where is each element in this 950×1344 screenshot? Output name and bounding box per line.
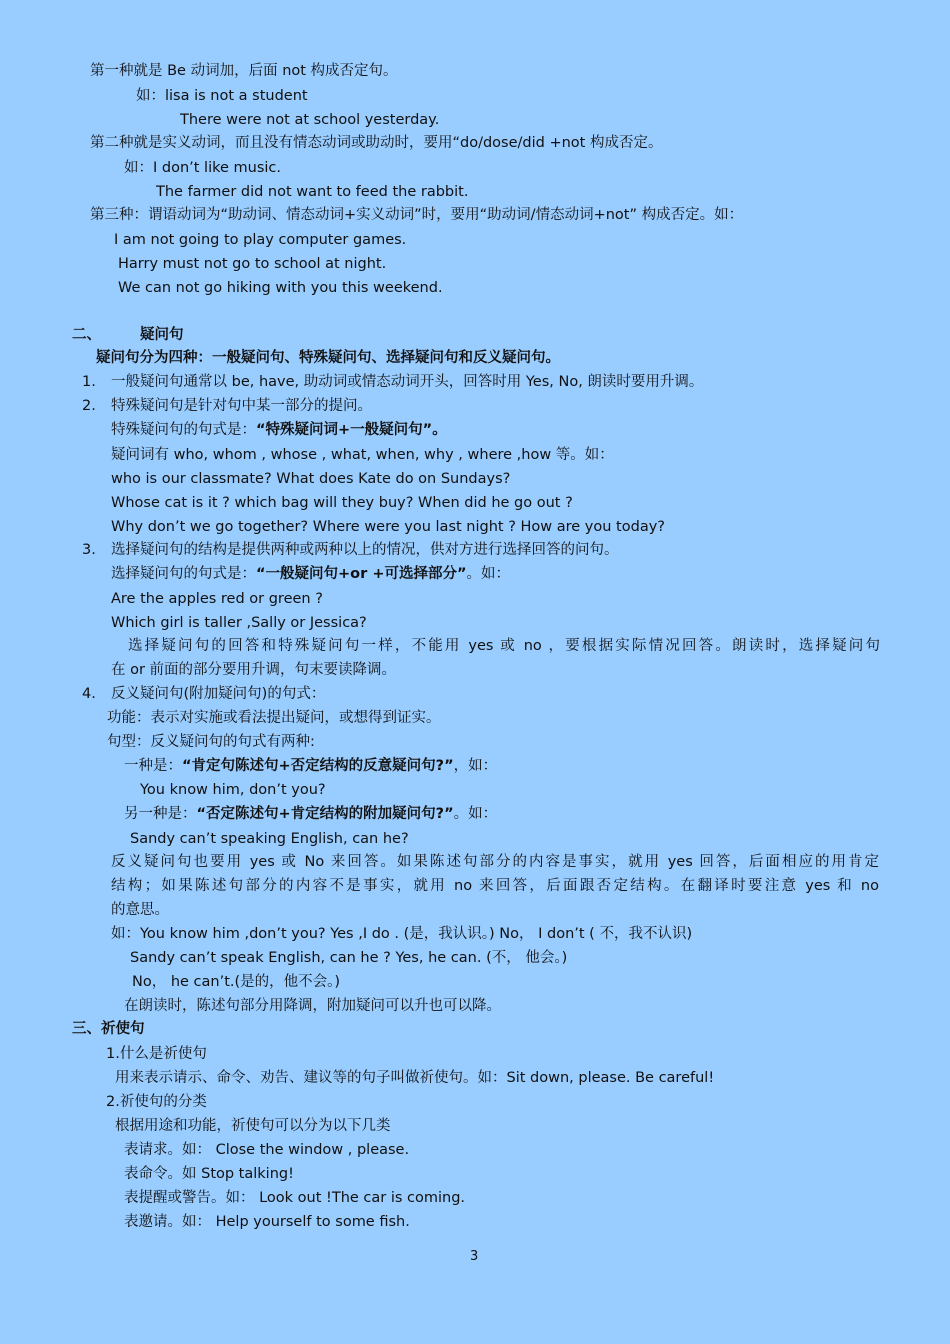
list-number: 4. xyxy=(82,686,96,702)
page-number: 3 xyxy=(470,1249,479,1264)
list-item: 反义疑问句(附加疑问句)的句式： xyxy=(111,686,326,702)
category-line: 表提醒或警告。如： Look out !The car is coming. xyxy=(124,1190,466,1206)
formula-line: 选择疑问句的句式是：“一般疑问句+or +可选择部分”。如： xyxy=(111,566,511,582)
section-2-intro: 疑问句分为四种：一般疑问句、特殊疑问句、选择疑问句和反义疑问句。 xyxy=(96,350,560,366)
example-line: I am not going to play computer games. xyxy=(114,232,407,248)
list-item: 特殊疑问句是针对句中某一部分的提问。 xyxy=(111,398,372,414)
example-line: who is our classmate? What does Kate do on Sundays? xyxy=(111,471,511,487)
text-line: 选择疑问句的回答和特殊疑问句一样，不能用 yes 或 no ，要根据实际情况回答。朗读时，选择疑问句 xyxy=(128,638,880,654)
sub-heading: 1.什么是祈使句 xyxy=(106,1046,207,1062)
category-line: 表邀请。如： Help yourself to some fish. xyxy=(124,1214,410,1230)
category-line: 表请求。如： Close the window , please. xyxy=(124,1142,410,1158)
list-number: 2. xyxy=(82,398,96,414)
text-line: 疑问词有 who, whom , whose , what, when, why , where ,how 等。如： xyxy=(111,447,614,463)
example-line: Which girl is taller ,Sally or Jessica? xyxy=(111,615,367,631)
example-line: We can not go hiking with you this weekend. xyxy=(118,280,443,296)
example-line: The farmer did not want to feed the rabbit. xyxy=(156,184,469,200)
formula-bold: “一般疑问句+or +可选择部分” xyxy=(256,566,467,582)
formula-line: 特殊疑问句的句式是：“特殊疑问词+一般疑问句”。 xyxy=(111,422,447,438)
example-line: You know him, don’t you? xyxy=(140,782,326,798)
formula-line: 一种是：“肯定句陈述句+否定结构的反意疑问句?”，如： xyxy=(124,758,498,774)
section-2-number: 二、 xyxy=(72,327,101,343)
formula-bold: “否定陈述句+肯定结构的附加疑问句?” xyxy=(196,806,454,822)
example-line: Sandy can’t speaking English, can he? xyxy=(130,831,409,847)
text-line: 功能：表示对实施或看法提出疑问，或想得到证实。 xyxy=(107,710,441,726)
example-line: Why don’t we go together? Where were you last night ? How are you today? xyxy=(111,519,665,535)
example-line: 如：lisa is not a student xyxy=(136,88,308,104)
formula-bold: “特殊疑问词+一般疑问句”。 xyxy=(256,422,447,438)
category-line: 表命令。如 Stop talking! xyxy=(124,1166,294,1182)
text-line: 的意思。 xyxy=(111,902,169,918)
example-line: Whose cat is it ? which bag will they buy? When did he go out ? xyxy=(111,495,573,511)
text-line: 句型：反义疑问句的句式有两种: xyxy=(107,734,315,750)
formula-bold: “肯定句陈述句+否定结构的反意疑问句?” xyxy=(182,758,454,774)
example-line: 如：I don’t like music. xyxy=(124,160,282,176)
example-line: There were not at school yesterday. xyxy=(180,112,440,128)
example-line: 如：You know him ,don’t you? Yes ,I do . (是，我认识。) No， I don’t ( 不，我不认识) xyxy=(111,926,693,942)
sub-heading: 2.祈使句的分类 xyxy=(106,1094,207,1110)
text-line: 在朗读时，陈述句部分用降调，附加疑问可以升也可以降。 xyxy=(124,998,501,1014)
text-line: 用来表示请示、命令、劝告、建议等的句子叫做祈使句。如：Sit down, please. Be careful! xyxy=(115,1070,715,1086)
section-3-heading: 三、祈使句 xyxy=(72,1021,145,1037)
section-2-title: 疑问句 xyxy=(140,327,184,343)
text-line: 在 or 前面的部分要用升调，句末要读降调。 xyxy=(111,662,397,678)
negation-rule-2: 第二种就是实义动词，而且没有情态动词或助动时，要用“do/dose/did +not 构成否定。 xyxy=(90,135,663,151)
list-number: 3. xyxy=(82,542,96,558)
example-line: Harry must not go to school at night. xyxy=(118,256,387,272)
list-item: 一般疑问句通常以 be, have, 助动词或情态动词开头，回答时用 Yes, No, 朗读时要用升调。 xyxy=(111,374,704,390)
list-item: 选择疑问句的结构是提供两种或两种以上的情况，供对方进行选择回答的问句。 xyxy=(111,542,619,558)
text-line: 结构；如果陈述句部分的内容不是事实，就用 no 来回答，后面跟否定结构。在翻译时要注意 yes 和 no xyxy=(111,878,879,894)
text-line: 根据用途和功能，祈使句可以分为以下几类 xyxy=(115,1118,391,1134)
formula-line: 另一种是：“否定陈述句+肯定结构的附加疑问句?”。如： xyxy=(124,806,498,822)
list-number: 1. xyxy=(82,374,96,390)
negation-rule-1: 第一种就是 Be 动词加，后面 not 构成否定句。 xyxy=(90,63,398,79)
negation-rule-3: 第三种：谓语动词为“助动词、情态动词+实义动词”时，要用“助动词/情态动词+not” 构成否定。如： xyxy=(90,207,744,223)
text-line: 反义疑问句也要用 yes 或 No 来回答。如果陈述句部分的内容是事实，就用 yes 回答，后面相应的用肯定 xyxy=(111,854,879,870)
example-line: Are the apples red or green ? xyxy=(111,591,323,607)
example-line: No， he can’t.(是的，他不会。) xyxy=(132,974,341,990)
example-line: Sandy can’t speak English, can he ? Yes, he can. (不， 他会。) xyxy=(130,950,568,966)
